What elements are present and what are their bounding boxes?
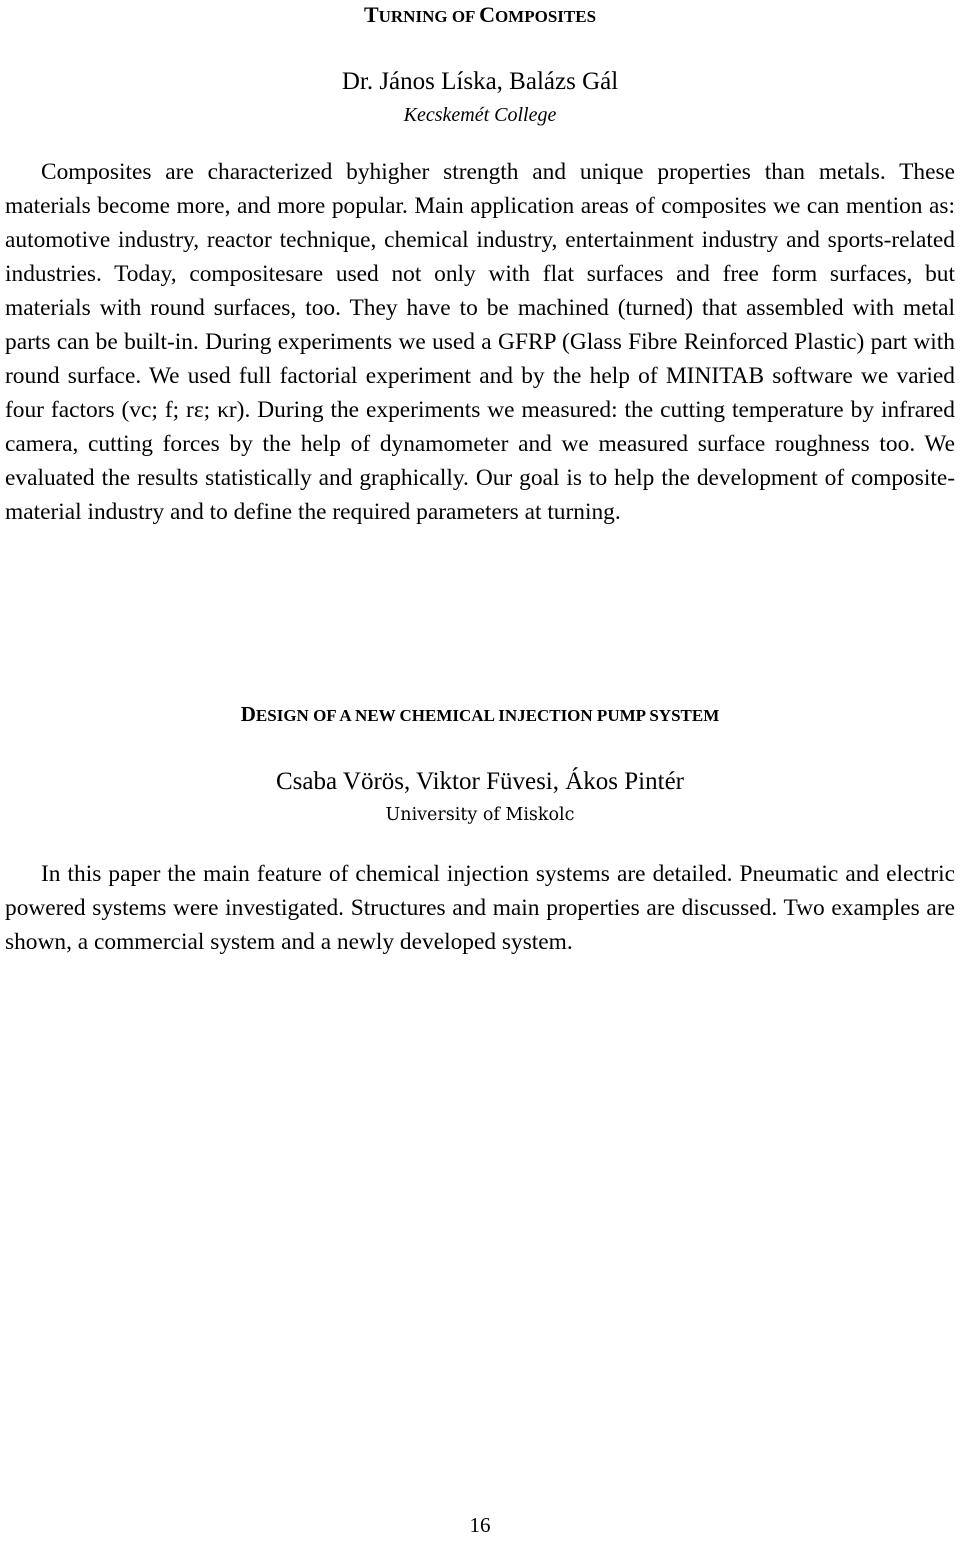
paper1-title-part2: OMPOSITES xyxy=(494,7,597,26)
page-number: 16 xyxy=(469,1513,491,1537)
paper2-authors: Csaba Vörös, Viktor Füvesi, Ákos Pintér xyxy=(276,768,684,795)
paper1-authors: Dr. János Líska, Balázs Gál xyxy=(341,68,619,95)
paper1-abstract: Composites are characterized byhigher strength and unique properties than metals. These materials become more, and more popular. Main application areas of composites we can mention as: automotive industry, reactor technique, chemical industry, entertainment industry and sports-related industries. Today, compositesare used not only with flat surfaces and free form surfaces, but materials with round surfaces, too. They have to be machined (turned) that assembled with metal parts can be built-in. During experiments we used a GFRP (Glass Fibre Reinforced Plastic) part with round surface. We used full factorial experiment and by the help of MINITAB software we varied four factors (vc; f; rε; κr). During the experiments we measured: the cutting temperature by infrared camera, cutting forces by the help of dynamometer and we measured surface roughness too. We evaluated the results statistically and graphically. Our goal is to help the development of composite-material industry and to define the required parameters at turning. xyxy=(5,159,955,525)
paper1-title-part1: URNING OF xyxy=(378,7,480,26)
paper1-title-initial2: C xyxy=(479,2,495,27)
paper2-abstract: In this paper the main feature of chemical injection systems are detailed. Pneumatic and electric powered systems were investigated. Structures and main properties are discussed. Two examples are shown, a commercial system and a newly developed system. xyxy=(5,861,955,955)
paper2-title-initial: D xyxy=(240,702,256,726)
paper2-title-rest: ESIGN OF A NEW CHEMICAL INJECTION PUMP SYSTEM xyxy=(255,706,720,725)
paper2-affiliation: University of Miskolc xyxy=(385,805,575,825)
paper2-title xyxy=(0,702,960,727)
paper1-affiliation: Kecskemét College xyxy=(403,104,557,126)
paper1-title-initial: T xyxy=(363,2,379,27)
paper1-title xyxy=(0,2,960,28)
